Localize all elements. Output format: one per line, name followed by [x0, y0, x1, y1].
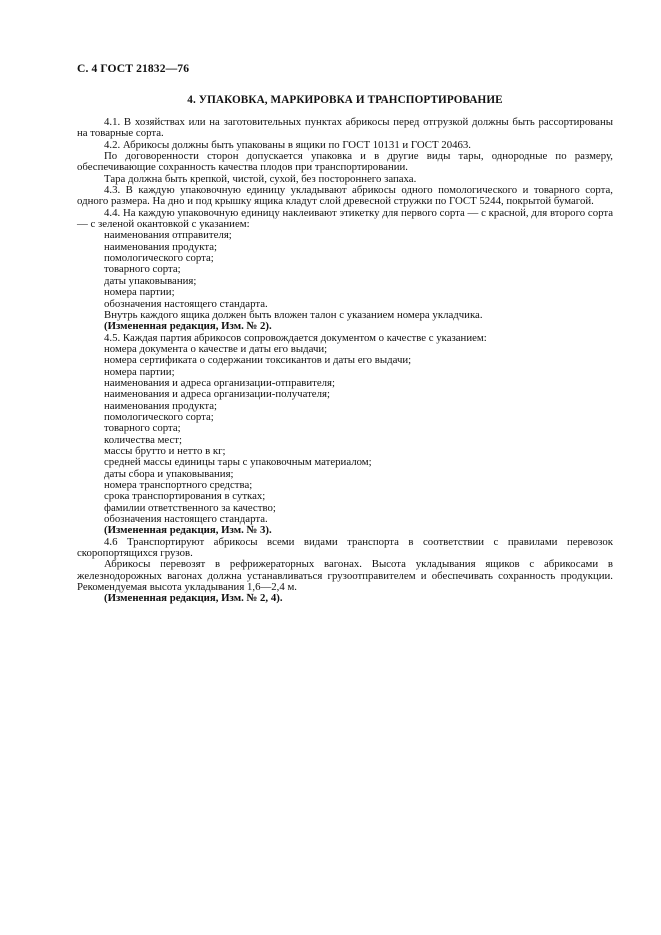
list-item: номера документа о качестве и даты его выдачи; [104, 342, 328, 355]
clause-4-5: 4.5. Каждая партия абрикосов сопровождается документом о качестве с указанием: [104, 331, 487, 344]
section-body [77, 117, 613, 605]
list-item: фамилии ответственного за качество; [104, 501, 276, 514]
list-item: количества мест; [104, 433, 182, 446]
paragraph: Тара должна быть крепкой, чистой, сухой, без постороннего запаха. [104, 172, 417, 185]
list-item: номера транспортного средства; [104, 479, 253, 491]
list-item: обозначения настоящего стандарта. [104, 513, 268, 526]
paragraph: Абрикосы перевозят в рефрижераторных вагонах. Высота укладывания ящиков с абрикосами в железнодорожных вагонах должна устанавливаться грузоотправителем и обеспечивать сохранность продукции. Рекомендуемая высота укладывания 1,6—2,4 м. [77, 558, 613, 594]
list-item: даты сбора и упаковывания; [104, 467, 234, 480]
list-item: даты упаковывания; [104, 274, 197, 287]
clause-4-1: 4.1. В хозяйствах или на заготовительных пунктах абрикосы перед отгрузкой должны быть рассортированы на товарные сорта. [77, 116, 613, 140]
list-item: товарного сорта; [104, 263, 181, 276]
paragraph: По договоренности сторон допускается упаковка и в другие виды тары, однородные по размеру, обеспечивающие сохранность качества плодов при транспортировании. [77, 150, 613, 174]
running-header: С. 4 ГОСТ 21832—76 [77, 62, 190, 75]
list-item: наименования продукта; [104, 399, 218, 412]
clause-4-4: 4.4. На каждую упаковочную единицу наклеивают этикетку для первого сорта — с красной, для второго сорта — с зеленой окантовкой с указанием: [77, 206, 613, 231]
list-item: обозначения настоящего стандарта. [104, 297, 268, 310]
list-item: наименования продукта; [104, 240, 218, 253]
amendment-note: (Измененная редакция, Изм. № 2, 4). [104, 592, 283, 605]
list-item: номера партии; [104, 365, 175, 378]
list-item: наименования и адреса организации-получателя; [104, 388, 330, 401]
clause-4-6: 4.6 Транспортируют абрикосы всеми видами транспорта в соответствии с правилами перевозок скоропортящихся грузов. [77, 535, 613, 560]
list-item: наименования и адреса организации-отправителя; [104, 376, 335, 389]
paragraph: Внутрь каждого ящика должен быть вложен талон с указанием номера укладчика. [104, 308, 483, 321]
list-item: наименования отправителя; [104, 229, 232, 242]
list-item: номера партии; [104, 286, 175, 299]
amendment-note: (Измененная редакция, Изм. № 3). [104, 524, 272, 537]
list-item: массы брутто и нетто в кг; [104, 444, 226, 457]
amendment-note: (Измененная редакция, Изм. № 2). [104, 320, 272, 333]
list-item: помологического сорта; [104, 252, 214, 265]
list-item: товарного сорта; [104, 422, 181, 435]
list-item: номера сертификата о содержании токсикантов и даты его выдачи; [104, 354, 412, 367]
list-item: срока транспортирования в сутках; [104, 490, 266, 503]
section-title: 4. УПАКОВКА, МАРКИРОВКА И ТРАНСПОРТИРОВАНИЕ [187, 94, 503, 106]
clause-4-3: 4.3. В каждую упаковочную единицу укладывают абрикосы одного помологического и товарного сорта, одного размера. На дно и под крышку ящика кладут слой древесной стружки по ГОСТ 5244, покрытой бумагой. [77, 184, 613, 208]
list-item: средней массы единицы тары с упаковочным материалом; [104, 456, 372, 469]
list-item: помологического сорта; [104, 410, 214, 423]
clause-4-2: 4.2. Абрикосы должны быть упакованы в ящики по ГОСТ 10131 и ГОСТ 20463. [104, 138, 471, 151]
